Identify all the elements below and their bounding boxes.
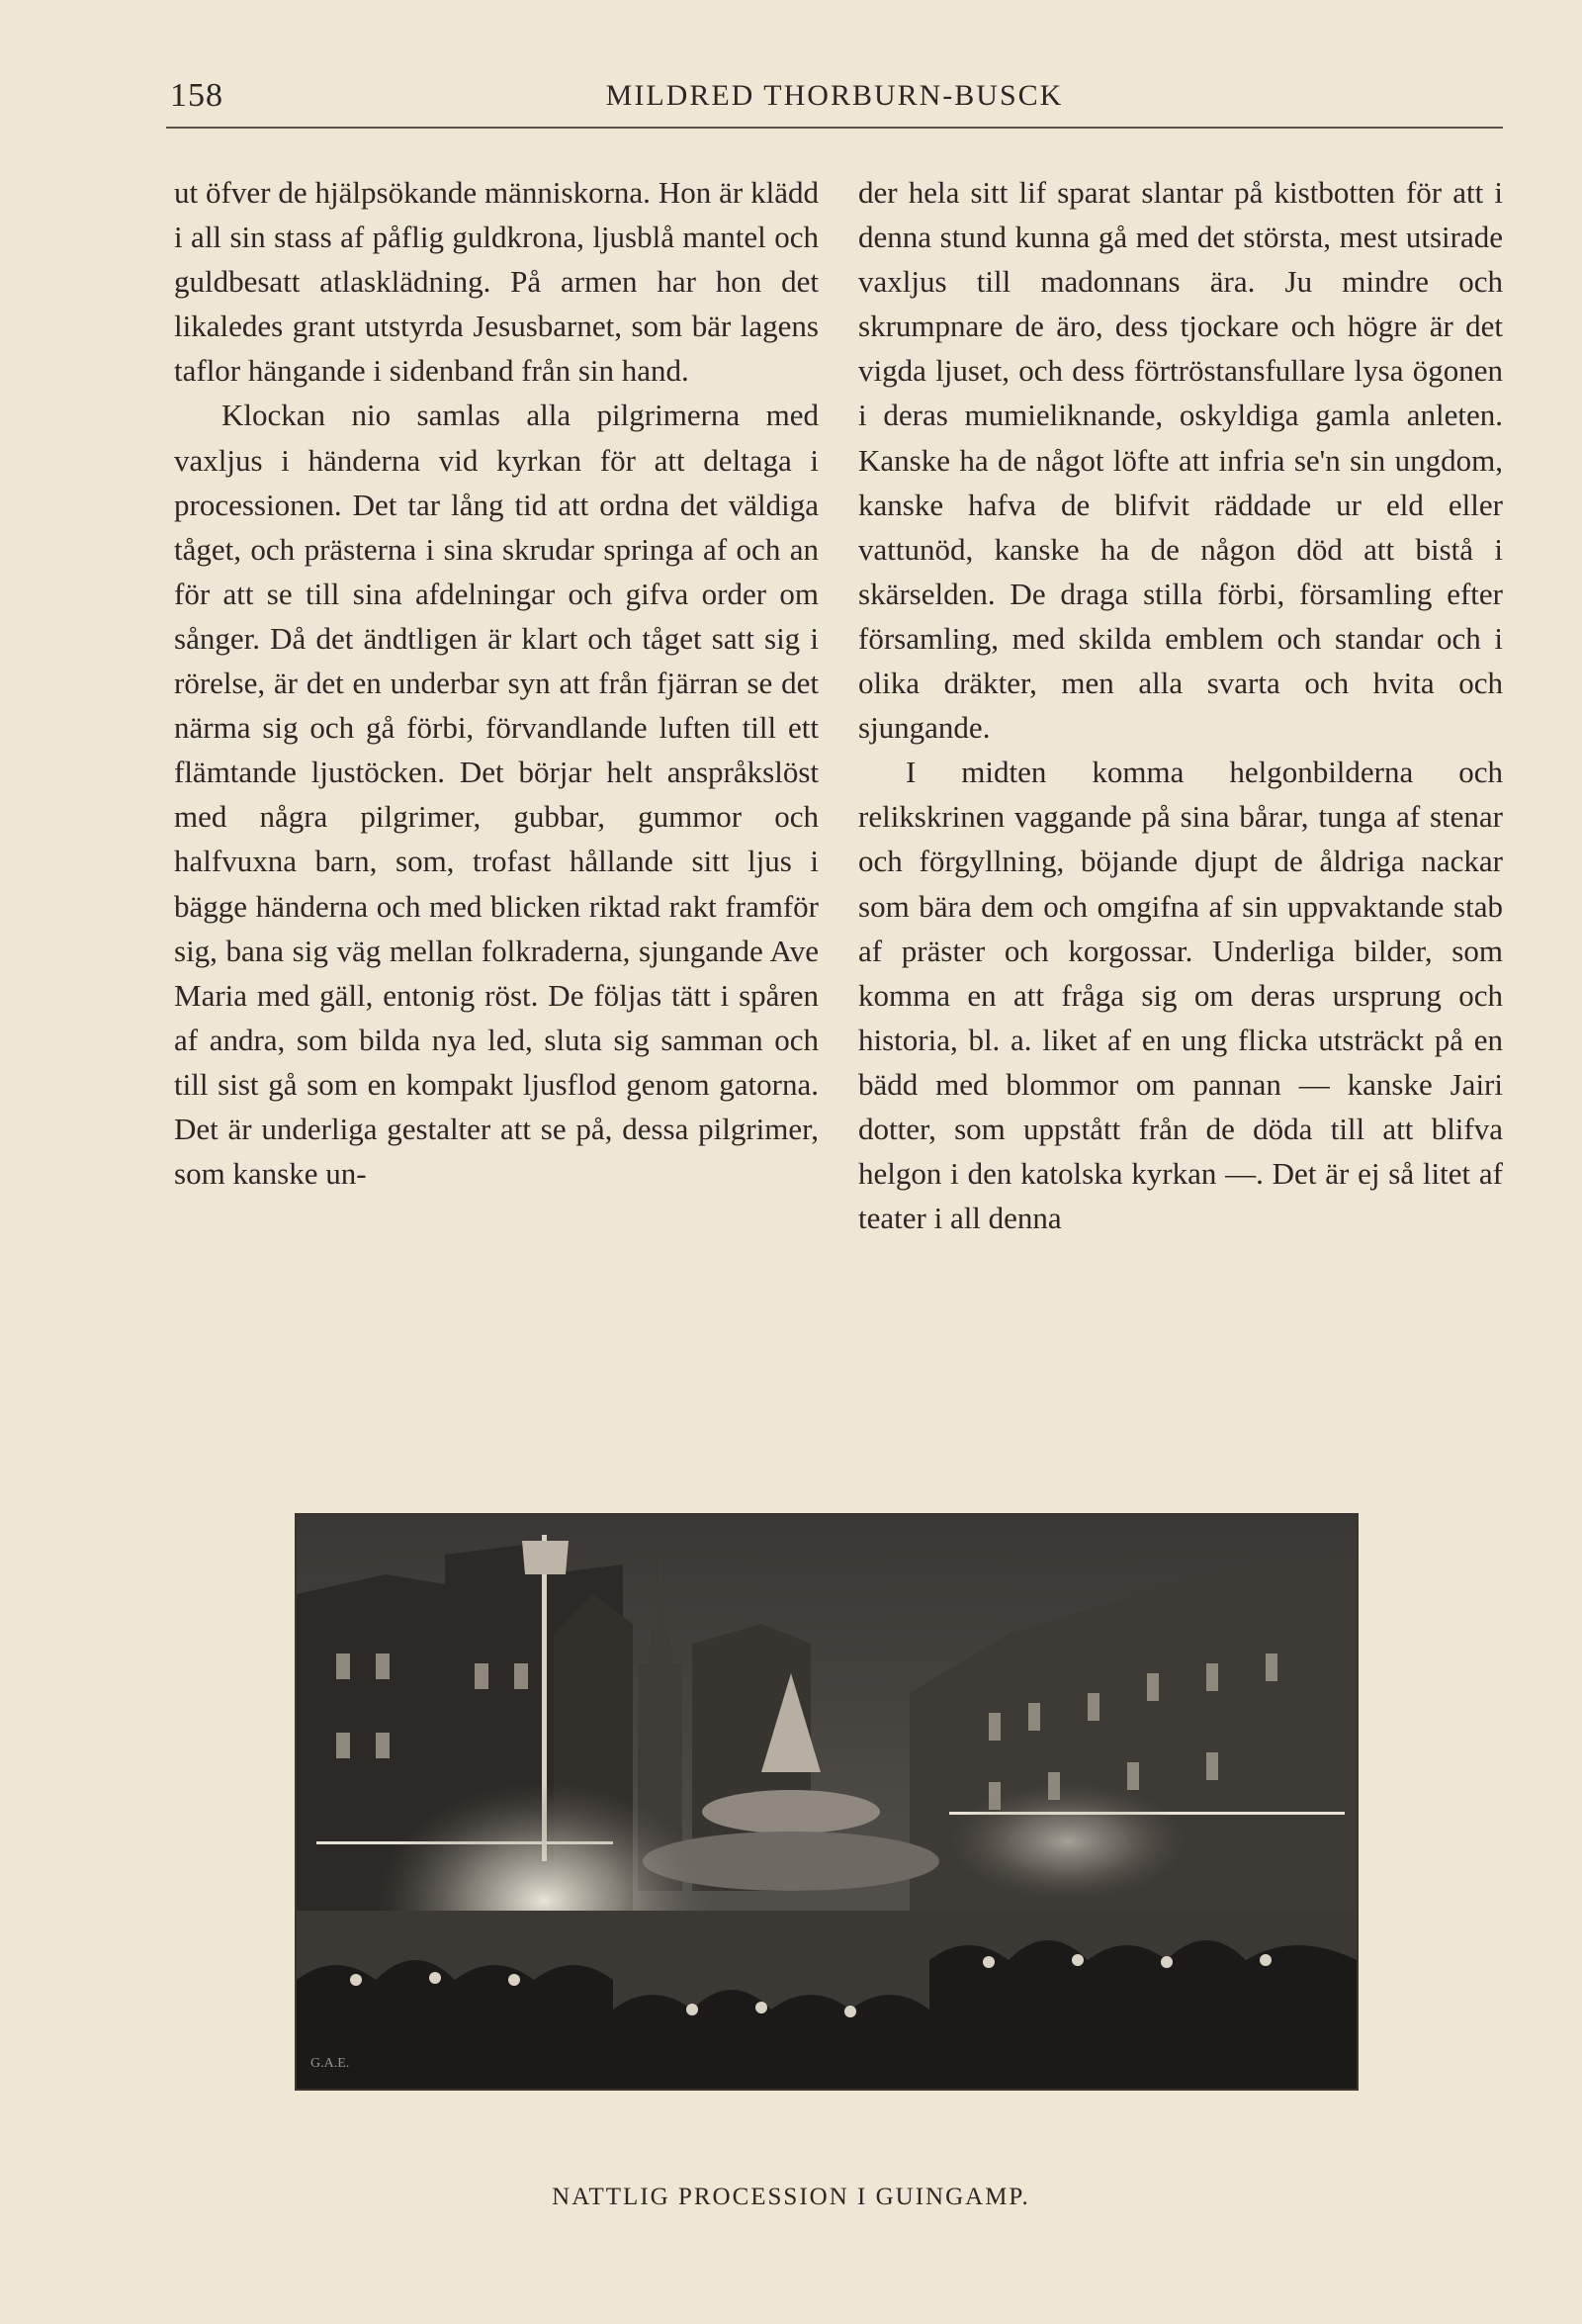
paragraph: I midten komma helgonbilderna och relikskrinen vaggande på sina bårar, tunga af stenar och förgyllning, böjande djupt de åldriga nackar som bära dem och omgifna af sin uppvaktande stab af präster och korgossar. Underliga bilder, som komma en att fråga sig om deras ursprung och historia, bl. a. liket af en ung flicka utsträckt på en bädd med blommor om pannan — kanske Jairi dotter, som uppstått från de döda till att blifva helgon i den katolska kyrkan —. Det är ej så litet af teater i all denna	[858, 755, 1503, 1236]
paragraph: ut öfver de hjälpsökande människorna. Hon är klädd i all sin stass af påflig guldkrona, ljusblå mantel och guldbesatt atlasklädning. På armen har hon det likaledes grant utstyrda Jesusbarnet, som bär lagens taflor hängande i sidenband från sin hand.	[174, 175, 819, 389]
running-head: MILDRED THORBURN-BUSCK	[605, 79, 1064, 112]
illustration-caption: NATTLIG PROCESSION I GUINGAMP.	[552, 2184, 1030, 2210]
paragraph: der hela sitt lif sparat slantar på kistbotten för att i denna stund kunna gå med det största, mest utsirade vaxljus till madonnans ära. Ju mindre och skrumpnare de äro, dess tjockare och högre är det vigda ljuset, och dess förtröstansfullare lysa ögonen i deras mumieliknande, oskyldiga gamla anleten. Kanske ha de något löfte att infria se'n sin ungdom, kanske hafva de blifvit räddade ur eld eller vattunöd, kanske ha de någon död att bistå i skärselden. De draga stilla förbi, församling efter församling, med skilda emblem och standar och i olika dräkter, men alla svarta och hvita och sjungande.	[858, 175, 1503, 746]
illustration-plate	[295, 1513, 1359, 2091]
text-column-right	[858, 170, 1503, 1240]
text-column-left	[174, 170, 819, 1196]
artist-signature: G.A.E.	[310, 2056, 350, 2071]
page-header	[166, 71, 1503, 129]
night-procession-illustration	[297, 1515, 1357, 2089]
page-number: 158	[170, 77, 223, 114]
paragraph: Klockan nio samlas alla pilgrimerna med vaxljus i händerna vid kyrkan för att deltaga i processionen. Det tar lång tid att ordna det väldiga tåget, och prästerna i sina skrudar springa af och an för att se till sina afdelningar och gifva order om sånger. Då det ändtligen är klart och tåget satt sig i rörelse, är det en underbar syn att från fjärran se det närma sig och gå förbi, förvandlande luften till ett flämtande ljustöcken. Det börjar helt anspråkslöst med några pilgrimer, gubbar, gummor och halfvuxna barn, som, trofast hållande sitt ljus i bägge händerna och med blicken riktad rakt framför sig, bana sig väg mellan folkraderna, sjungande Ave Maria med gäll, entonig röst. De följas tätt i spåren af andra, som bilda nya led, sluta sig samman och till sist gå som en kompakt ljusflod genom gatorna. Det är underliga gestalter att se på, dessa pilgrimer, som kanske un-	[174, 398, 819, 1192]
